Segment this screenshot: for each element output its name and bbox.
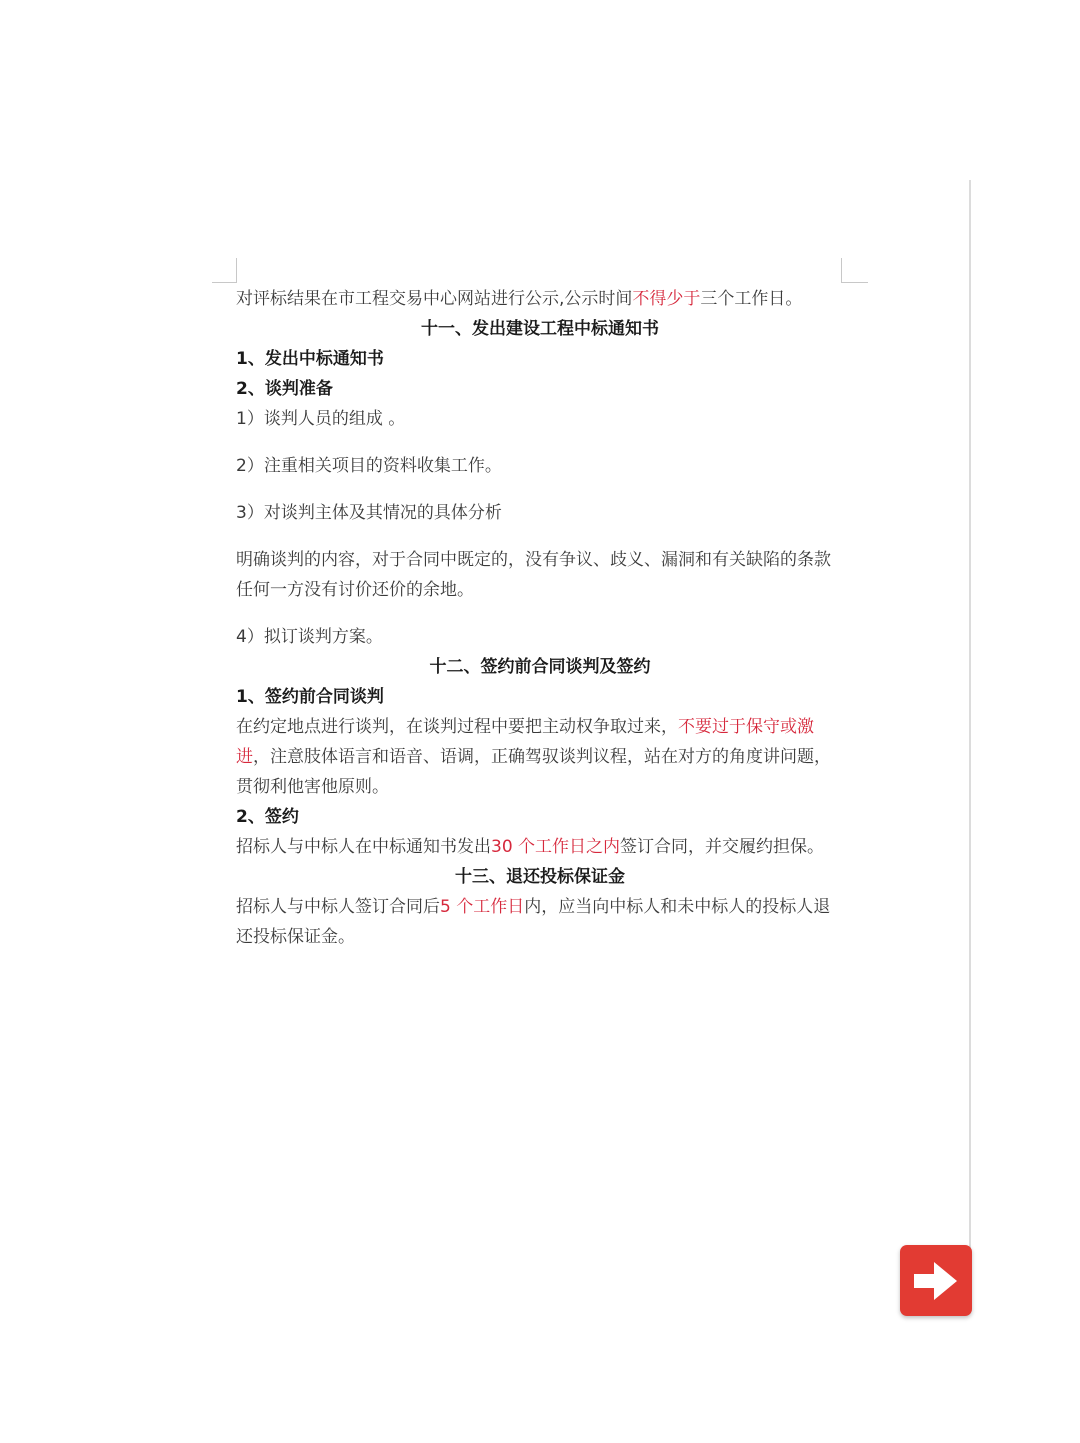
section-11-title: 十一、发出建设工程中标通知书 [421,319,659,339]
section-12-item-1-text-after: ，注意肢体语言和语音、语调，正确驾驭谈判议程，站在对方的角度讲问题，贯彻利他害他原则。 [236,747,831,797]
section-11-sub-2: 2）注重相关项目的资料收集工作。 [236,456,502,476]
section-13-text-before: 招标人与中标人签订合同后 [236,897,440,917]
section-12-item-2-text-after: 签订合同，并交履约担保。 [620,837,825,857]
section-12-item-2: 2、签约 [236,807,299,827]
crop-mark-top-right [841,258,868,283]
section-12-item-2-highlight: 30 个工作日之内 [491,837,621,857]
section-12-item-2-text-before: 招标人与中标人在中标通知书发出 [236,837,491,857]
section-13-title: 十三、退还投标保证金 [455,867,625,887]
section-13-paragraph [236,892,844,952]
section-12-item-1-highlight: 不要过于保守或激进 [236,717,814,767]
section-12-item-1: 1、签约前合同谈判 [236,687,384,707]
arrow-right-icon [912,1259,960,1303]
page-edge [969,180,971,1270]
section-12-item-1-paragraph [236,712,844,802]
section-11-sub-3: 3）对谈判主体及其情况的具体分析 [236,503,502,523]
intro-highlight: 不得少于 [632,289,701,309]
section-13-highlight: 5 个工作日 [440,897,525,917]
section-11-sub-4: 4）拟订谈判方案。 [236,627,383,647]
section-12-title: 十二、签约前合同谈判及签约 [429,657,651,677]
intro-text-after: 三个工作日。 [700,289,803,309]
intro-text-before: 对评标结果在市工程交易中心网站进行公示,公示时间 [236,289,633,309]
section-11-paragraph: 明确谈判的内容，对于合同中既定的，没有争议、歧义、漏洞和有关缺陷的条款任何一方没有讨价还价的余地。 [236,550,831,600]
intro-line [236,284,844,314]
crop-mark-top-left [212,258,237,283]
section-11-item-2: 2、谈判准备 [236,379,333,399]
section-11-sub-1: 1）谈判人员的组成 。 [236,409,406,429]
document-body [236,284,844,952]
section-11-item-1: 1、发出中标通知书 [236,349,384,369]
section-12-item-2-paragraph [236,832,844,862]
section-13-text-after: 内，应当向中标人和未中标人的投标人退还投标保证金。 [236,897,831,947]
section-12-item-1-text-before: 在约定地点进行谈判，在谈判过程中要把主动权争取过来， [236,717,678,737]
next-page-button[interactable] [900,1245,972,1316]
